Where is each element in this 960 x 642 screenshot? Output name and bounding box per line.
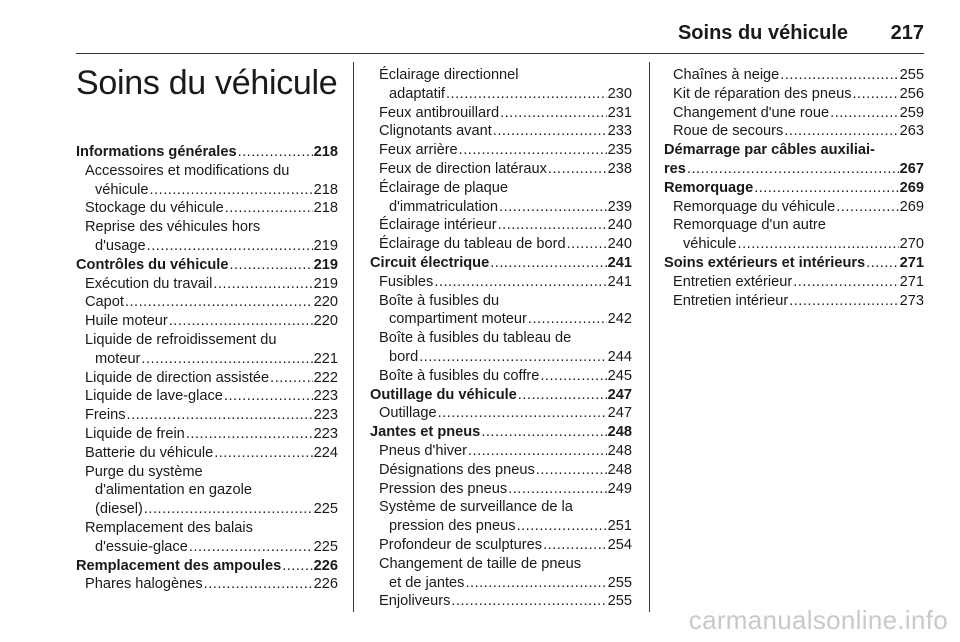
- column-divider-2: [649, 62, 650, 612]
- toc-entry[interactable]: véhicule ..... 270: [664, 235, 924, 254]
- toc-entry[interactable]: Feux de direction latéraux ..... 238: [370, 160, 632, 179]
- toc-entry[interactable]: Clignotants avant ..... 233: [370, 122, 632, 141]
- toc-entry[interactable]: Éclairage du tableau de bord ..... 240: [370, 235, 632, 254]
- toc-section[interactable]: Outillage du véhicule ..... 247: [370, 386, 632, 405]
- toc-entry[interactable]: Stockage du véhicule ..... 218: [76, 199, 338, 218]
- toc-entry[interactable]: Remorquage du véhicule ..... 269: [664, 198, 924, 217]
- toc-entry[interactable]: Freins ..... 223: [76, 406, 338, 425]
- column-divider-1: [353, 62, 354, 612]
- toc-section[interactable]: Informations générales ..... 218: [76, 143, 338, 162]
- toc-entry[interactable]: (diesel) ..... 225: [76, 500, 338, 519]
- toc-entry[interactable]: Batterie du véhicule ..... 224: [76, 444, 338, 463]
- toc-entry[interactable]: Feux arrière ..... 235: [370, 141, 632, 160]
- toc-entry[interactable]: d'usage ..... 219: [76, 237, 338, 256]
- toc-entry[interactable]: pression des pneus ..... 251: [370, 517, 632, 536]
- toc-entry-line: Liquide de refroidissement du: [85, 331, 277, 348]
- toc-entry[interactable]: Boîte à fusibles du coffre ..... 245: [370, 367, 632, 386]
- toc-entry-line: Boîte à fusibles du: [379, 292, 500, 309]
- toc-entry[interactable]: d'immatriculation ..... 239: [370, 198, 632, 217]
- toc-entry[interactable]: Désignations des pneus ..... 248: [370, 461, 632, 480]
- toc-entry[interactable]: Changement d'une roue ..... 259: [664, 104, 924, 123]
- toc-entry-line: Changement de taille de pneus: [379, 555, 582, 572]
- toc-entry[interactable]: Exécution du travail ..... 219: [76, 275, 338, 294]
- toc-section[interactable]: res ..... 267: [664, 160, 924, 179]
- toc-column-1: [76, 143, 338, 594]
- toc-entry[interactable]: Outillage ..... 247: [370, 404, 632, 423]
- toc-entry[interactable]: adaptatif ..... 230: [370, 85, 632, 104]
- toc-entry[interactable]: Huile moteur ..... 220: [76, 312, 338, 331]
- toc-entry[interactable]: bord ..... 244: [370, 348, 632, 367]
- toc-entry[interactable]: Profondeur de sculptures ..... 254: [370, 536, 632, 555]
- toc-entry-line: Remorquage d'un autre: [673, 217, 826, 234]
- toc-entry-line: Purge du système: [85, 463, 203, 480]
- toc-entry[interactable]: Entretien intérieur ..... 273: [664, 292, 924, 311]
- toc-entry[interactable]: d'essuie-glace ..... 225: [76, 538, 338, 557]
- toc-entry[interactable]: Feux antibrouillard ..... 231: [370, 104, 632, 123]
- toc-entry[interactable]: Capot ..... 220: [76, 293, 338, 312]
- toc-section-line: Démarrage par câbles auxiliai-: [664, 142, 875, 159]
- toc-entry[interactable]: Liquide de lave-glace ..... 223: [76, 387, 338, 406]
- toc-section[interactable]: Remorquage ..... 269: [664, 179, 924, 198]
- toc-entry[interactable]: moteur ..... 221: [76, 350, 338, 369]
- toc-entry[interactable]: Pression des pneus ..... 249: [370, 480, 632, 499]
- toc-entry-line: Éclairage de plaque: [379, 179, 509, 196]
- toc-section[interactable]: Remplacement des ampoules ..... 226: [76, 557, 338, 576]
- toc-entry[interactable]: Phares halogènes ..... 226: [76, 575, 338, 594]
- header-rule: [76, 53, 924, 54]
- running-header-title: Soins du véhicule: [677, 22, 848, 44]
- page-title: Soins du véhicule: [76, 64, 338, 102]
- toc-entry[interactable]: Enjoliveurs ..... 255: [370, 592, 632, 611]
- toc-entry[interactable]: Liquide de frein ..... 223: [76, 425, 338, 444]
- toc-section[interactable]: Jantes et pneus ..... 248: [370, 423, 632, 442]
- watermark: carmanualsonline.info: [688, 605, 948, 635]
- toc-section[interactable]: Contrôles du véhicule ..... 219: [76, 256, 338, 275]
- toc-entry[interactable]: Pneus d'hiver ..... 248: [370, 442, 632, 461]
- toc-entry-line: d'alimentation en gazole: [95, 482, 252, 499]
- toc-entry-line: Éclairage directionnel: [379, 67, 519, 83]
- toc-entry[interactable]: compartiment moteur ..... 242: [370, 310, 632, 329]
- toc-entry-line: Boîte à fusibles du tableau de: [379, 330, 572, 347]
- toc-entry-line: Remplacement des balais: [85, 519, 253, 536]
- toc-entry[interactable]: et de jantes ..... 255: [370, 574, 632, 593]
- toc-entry[interactable]: véhicule ..... 218: [76, 181, 338, 200]
- toc-entry[interactable]: Kit de réparation des pneus ..... 256: [664, 85, 924, 104]
- toc-entry-line: Accessoires et modifications du: [85, 162, 290, 179]
- toc-entry[interactable]: Chaînes à neige ..... 255: [664, 66, 924, 85]
- toc-entry[interactable]: Éclairage intérieur ..... 240: [370, 216, 632, 235]
- toc-entry[interactable]: Roue de secours ..... 263: [664, 122, 924, 141]
- toc-entry-line: Reprise des véhicules hors: [85, 219, 261, 236]
- toc-entry[interactable]: Fusibles ..... 241: [370, 273, 632, 292]
- page-number: 217: [890, 22, 924, 44]
- toc-column-3: [664, 66, 924, 310]
- toc-entry[interactable]: Entretien extérieur ..... 271: [664, 273, 924, 292]
- toc-entry-line: Système de surveillance de la: [379, 499, 573, 516]
- toc-entry[interactable]: Liquide de direction assistée ..... 222: [76, 369, 338, 388]
- toc-section[interactable]: Soins extérieurs et intérieurs ..... 271: [664, 254, 924, 273]
- toc-section[interactable]: Circuit électrique ..... 241: [370, 254, 632, 273]
- toc-column-2: [370, 66, 632, 611]
